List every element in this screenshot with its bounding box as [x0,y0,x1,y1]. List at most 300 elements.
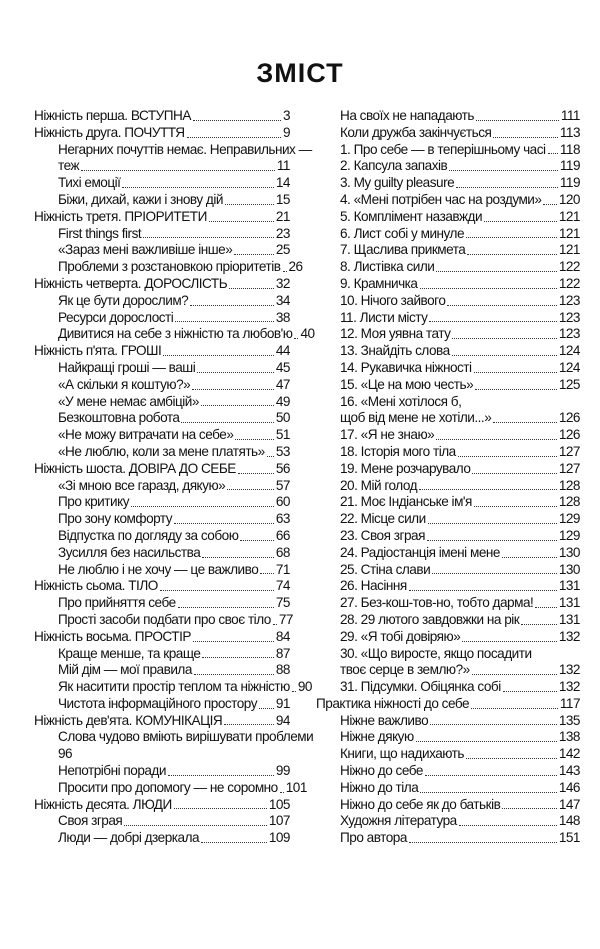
toc-entry-title: Про автора [340,830,407,846]
toc-entry-title: 20. Мій голод [340,477,418,493]
toc-entry[interactable] [316,158,580,175]
toc-entry-page: 60 [275,494,290,510]
dot-leader [168,775,274,776]
toc-entry-page: 128 [558,494,580,510]
toc-entry[interactable] [316,343,580,360]
toc-entry-page: 99 [275,763,290,779]
toc-entry-continuation [58,158,290,175]
toc-entry-page: 113 [559,124,580,140]
dot-leader [122,187,273,188]
toc-entry-page: 131 [558,611,580,627]
toc-entry-page: 127 [558,460,580,476]
toc-entry-title-cont: щоб від мене не хотіли...» [340,410,492,426]
dot-leader [420,792,557,793]
dot-leader [124,825,267,826]
toc-entry-title: Коли дружба закінчується [340,124,492,140]
toc-entry-title: Ніжність десята. ЛЮДИ [34,796,172,812]
toc-entry[interactable] [34,545,290,562]
toc-entry[interactable] [316,478,580,495]
dot-leader [466,237,557,238]
dot-leader [201,405,274,406]
toc-entry[interactable] [316,713,580,730]
toc-entry-page: 107 [268,813,290,829]
toc-entry-title: «Зараз мені важливіше інше» [58,242,233,258]
toc-entry[interactable] [316,276,580,293]
toc-entry[interactable] [316,679,580,696]
dot-leader [160,590,274,591]
dot-leader [416,741,557,742]
toc-entry-title: Як наситити простір теплом та ніжністю [58,679,290,695]
toc-entry-title: 27. Без-кош-тов-но, тобто дарма! [340,595,534,611]
toc-entry-page: 105 [268,796,290,812]
toc-entry-page: 129 [558,511,580,527]
toc-entry-title: Ніжність п'ята. ГРОШІ [34,343,162,359]
toc-entry-page: 143 [558,763,580,779]
dot-leader [229,288,274,289]
toc-entry-page: 138 [558,729,580,745]
toc-entry[interactable] [316,242,580,259]
toc-entry[interactable] [316,830,580,847]
toc-entry[interactable] [34,175,290,192]
toc-entry[interactable] [316,646,580,680]
toc-entry[interactable] [34,696,290,713]
toc-entry[interactable] [316,142,580,159]
toc-entry-title: 12. Моя уявна тату [340,326,451,342]
toc-entry-title: Практика ніжності до себе [316,695,470,711]
dot-leader [238,473,274,474]
toc-entry-title: «Не можу витрачати на себе» [58,427,234,443]
toc-entry-title: 15. «Це на мою честь» [340,376,474,392]
toc-chapter[interactable] [34,276,290,293]
toc-entry-page: 32 [275,275,290,291]
toc-chapter[interactable] [316,696,580,713]
toc-entry-page: 121 [558,242,580,258]
toc-entry[interactable] [316,461,580,478]
toc-entry[interactable] [316,326,580,343]
toc-entry-page: 101 [285,779,307,795]
dot-leader [420,288,557,289]
dot-leader [429,321,556,322]
toc-chapter[interactable] [34,461,290,478]
toc-entry-page: 34 [275,292,290,308]
toc-entry-title: 19. Мене розчарувало [340,460,471,476]
toc-entry-title: Відпустка по догляду за собою [58,527,239,543]
dot-leader [432,573,557,574]
toc-entry[interactable] [316,494,580,511]
toc-entry-title: Ніжне важливо [340,712,429,728]
toc-entry-page: 40 [300,326,315,342]
toc-entry[interactable] [316,394,580,428]
toc-entry-page: 131 [558,578,580,594]
toc-entry[interactable] [316,612,580,629]
dot-leader [260,573,274,574]
toc-entry-page: 125 [558,376,580,392]
dot-leader [535,607,557,608]
toc-entry-title: Проблеми з розстановкою пріоритетів [58,259,281,275]
toc-entry[interactable] [316,629,580,646]
toc-entry[interactable] [34,562,290,579]
toc-entry-page: 26 [288,259,303,275]
dot-leader [209,221,274,222]
dot-leader [459,825,557,826]
dot-leader [456,187,558,188]
toc-entry-page: 75 [275,595,290,611]
dot-leader [502,808,557,809]
toc-entry-title: 18. Історія мого тіла [340,443,456,459]
toc-entry-title: Зусилля без насильства [58,544,201,560]
dot-leader [197,372,274,373]
toc-entry-title: Ніжність шоста. ДОВІРА ДО СЕБЕ [34,460,236,476]
toc-entry-page: 91 [275,695,290,711]
dot-leader [194,674,274,675]
dot-leader [273,624,277,625]
toc-entry-page: 146 [558,779,580,795]
dot-leader [543,204,556,205]
toc-entry-page: 121 [558,225,580,241]
toc-entry-page: 119 [559,175,580,191]
toc-chapter[interactable] [34,125,290,142]
dot-leader [484,221,557,222]
toc-entry-title: На своїх не нападають [340,108,474,123]
dot-leader [193,641,274,642]
toc-entry[interactable] [34,310,290,327]
toc-entry[interactable] [316,427,580,444]
toc-entry[interactable] [34,528,290,545]
toc-entry-page: 88 [275,662,290,678]
toc-entry-title: Прості засоби подбати про своє тіло [58,611,271,627]
toc-entry-page: 56 [275,460,290,476]
dot-leader [467,254,556,255]
toc-entry[interactable] [316,780,580,797]
toc-entry-page: 77 [278,611,293,627]
toc-entry-title: Ніжність четверта. ДОРОСЛІСТЬ [34,275,228,291]
toc-entry-page: 132 [558,679,580,695]
toc-entry[interactable] [34,242,290,259]
toc-entry[interactable] [34,192,290,209]
toc-entry[interactable] [34,394,290,411]
toc-entry-page: 50 [275,410,290,426]
toc-entry[interactable] [34,226,290,243]
toc-entry-page: 9 [282,124,290,140]
dot-leader [428,523,557,524]
toc-entry-title: Ніжно до себе [340,763,423,779]
toc-entry-page: 132 [558,662,580,678]
toc-entry-title: «У мене немає амбіцій» [58,393,199,409]
toc-chapter[interactable] [34,209,290,226]
toc-entry[interactable] [316,293,580,310]
toc-entry-page: 131 [558,595,580,611]
toc-chapter[interactable] [34,343,290,360]
toc-entry-title: Біжи, дихай, кажи і знову дій [58,191,223,207]
toc-entry-page: 53 [275,443,290,459]
toc-entry-title: «А скільки я коштую?» [58,376,191,392]
dot-leader [240,540,273,541]
toc-entry-title: Негарних почуттів немає. Неправильних — [58,141,312,157]
dot-leader [449,170,558,171]
toc-entry[interactable] [316,511,580,528]
toc-entry[interactable] [34,141,312,176]
dot-leader [192,389,274,390]
toc-entry-title: Краще менше, та краще [58,645,201,661]
toc-entry[interactable] [34,511,290,528]
toc-entry[interactable] [316,746,580,763]
dot-leader [292,691,296,692]
toc-entry[interactable] [316,595,580,612]
toc-entry-title: 5. Комплімент назавжди [340,208,483,224]
dot-leader [474,506,557,507]
dot-leader [267,456,274,457]
dot-leader [201,842,267,843]
dot-leader [143,237,274,238]
toc-entry[interactable] [34,410,290,427]
dot-leader [163,355,274,356]
toc-entry[interactable] [34,259,303,276]
toc-entry-page: 66 [275,527,290,543]
toc-entry-title: Тихі емоції [58,175,121,191]
dot-leader [521,624,557,625]
toc-entry-title: 14. Рукавичка ніжності [340,359,472,375]
toc-entry-title: Люди — добрі дзеркала [58,830,200,846]
toc-entry-page: 45 [275,359,290,375]
toc-entry[interactable] [316,175,580,192]
dot-leader [476,120,559,121]
toc-entry-page: 51 [275,427,290,443]
toc-entry[interactable] [316,729,580,746]
toc-entry[interactable] [316,545,580,562]
toc-entry[interactable] [316,562,580,579]
dot-leader [234,254,274,255]
toc-entry-title: Ніжність сьома. ТІЛО [34,578,158,594]
toc-entry-page: 38 [275,309,290,325]
toc-entry-page: 135 [558,712,580,728]
toc-entry[interactable] [34,729,314,763]
dot-leader [447,305,556,306]
toc-entry-title: «Зі мною все гаразд, дякую» [58,477,226,493]
toc-entry-title: Чистота інформаційного простору [58,695,258,711]
dot-leader [503,691,557,692]
dot-leader [187,137,281,138]
toc-entry-page: 121 [558,208,580,224]
toc-entry-page: 47 [275,376,290,392]
toc-entry[interactable] [34,662,290,679]
toc-entry-continuation [340,662,580,679]
toc-entry[interactable] [34,293,290,310]
page-title: ЗМІСТ [256,58,344,88]
dot-leader [174,523,274,524]
dot-leader [472,473,556,474]
toc-entry-title: First things first [58,225,142,241]
toc-entry[interactable] [316,259,580,276]
dot-leader [548,153,558,154]
toc-entry[interactable] [316,108,580,125]
toc-entry[interactable] [316,528,580,545]
toc-entry-title: Ніжність друга. ПОЧУТТЯ [34,124,185,140]
toc-entry-title: Ніжність перша. ВСТУПНА [34,108,191,123]
toc-entry-page: 142 [558,746,580,762]
toc-entry-title: 25. Стіна слави [340,561,431,577]
toc-entry-page: 123 [558,326,580,342]
toc-entry[interactable] [316,192,580,209]
toc-entry-title: 23. Своя зграя [340,527,425,543]
toc-entry-title: 13. Знайдіть слова [340,343,450,359]
toc-entry[interactable] [34,444,290,461]
toc-entry-title: Ніжно до себе як до батьків [340,796,501,812]
toc-entry[interactable] [316,763,580,780]
toc-chapter[interactable] [34,797,290,814]
dot-leader [225,204,274,205]
toc-entry-page: 122 [558,275,580,291]
toc-entry[interactable] [34,595,290,612]
toc-entry-page: 118 [559,141,580,157]
dot-leader [474,372,557,373]
toc-entry-page: 3 [282,108,290,123]
toc-entry-title: 21. Моє Індіанське ім'я [340,494,472,510]
toc-entry-title: Ресурси дорослості [58,309,174,325]
toc-entry[interactable] [316,360,580,377]
toc-entry-title: Слова чудово вміють вирішувати проблеми [58,729,314,745]
toc-entry-page: 117 [559,695,580,711]
toc-entry-page: 130 [558,561,580,577]
toc-entry-page: 126 [558,427,580,443]
toc-entry[interactable] [34,326,315,343]
toc-entry[interactable] [316,377,580,394]
toc-entry-title: Своя зграя [58,813,123,829]
toc-entry-page: 57 [275,477,290,493]
dot-leader [202,657,273,658]
toc-entry-page: 25 [275,242,290,258]
toc-entry-page: 120 [558,191,580,207]
toc-entry-title: Ніжність восьма. ПРОСТІР [34,628,191,644]
dot-leader [425,775,557,776]
toc-entry-title: Про критику [58,494,129,510]
toc-entry-page: 23 [275,225,290,241]
toc-entry-page: 15 [275,191,290,207]
toc-entry[interactable] [34,494,290,511]
dot-leader [419,489,557,490]
toc-entry[interactable] [316,209,580,226]
toc-entry-title: 11. Листи місту [340,309,428,325]
toc-entry[interactable] [34,830,290,847]
toc-entry-title: 1. Про себе — в теперішньому часі [340,141,546,157]
toc-entry-title: 24. Радіостанція імені мене [340,544,500,560]
dot-leader [436,439,557,440]
toc-entry-page: 124 [558,343,580,359]
toc-chapter[interactable] [34,713,290,730]
toc-entry-page: 124 [558,359,580,375]
dot-leader [224,724,274,725]
toc-entry[interactable] [316,310,580,327]
dot-leader [227,489,274,490]
toc-entry-title: Дивитися на себе з ніжністю та любов'ю [58,326,293,342]
toc-entry-title: 31. Підсумки. Обіцянка собі [340,679,501,695]
dot-leader [471,708,558,709]
toc-entry-title: Непотрібні поради [58,763,166,779]
dot-leader [181,422,273,423]
toc-entry-page: 90 [297,679,312,695]
toc-entry-page: 74 [275,578,290,594]
dot-leader [280,792,284,793]
toc-entry[interactable] [34,360,290,377]
toc-column-right [316,108,580,847]
toc-entry-title: 30. «Що виросте, якщо посадити [340,645,532,661]
toc-entry[interactable] [34,763,290,780]
dot-leader [235,439,273,440]
dot-leader [436,271,556,272]
toc-entry-page: 14 [275,175,290,191]
toc-chapter[interactable] [34,108,290,125]
toc-entry[interactable] [34,679,312,696]
toc-column-left [34,108,315,847]
toc-entry-title: 7. Щаслива прикмета [340,242,466,258]
toc-entry-title: Про прийняття себе [58,595,176,611]
toc-entry[interactable] [34,377,290,394]
toc-entry-title: Ніжність дев'ята. КОМУНІКАЦІЯ [34,712,223,728]
dot-leader [427,540,557,541]
toc-entry-page: 147 [558,796,580,812]
toc-entry[interactable] [34,779,307,797]
toc-entry-title: 6. Лист собі у минуле [340,225,465,241]
toc-entry-page: 94 [275,712,290,728]
toc-entry[interactable] [34,478,290,495]
dot-leader [409,842,557,843]
toc-entry-page: 123 [558,309,580,325]
dot-leader [458,456,557,457]
toc-entry[interactable] [34,427,290,444]
toc-entry-title: 29. «Я тобі довіряю» [340,628,461,644]
dot-leader [430,724,557,725]
toc-entry[interactable] [316,226,580,243]
dot-leader [466,758,557,759]
toc-entry-title: 10. Нічого зайвого [340,292,446,308]
toc-entry-page: 111 [560,108,580,123]
toc-chapter[interactable] [34,629,290,646]
toc-entry[interactable] [34,611,293,629]
toc-entry[interactable] [316,444,580,461]
toc-entry[interactable] [34,646,290,663]
toc-entry-page: 63 [275,511,290,527]
toc-entry-page: 130 [558,544,580,560]
toc-entry-page: 109 [268,830,290,846]
toc-entry-continuation [340,410,580,427]
toc-entry-title-cont: 96 [58,746,73,762]
toc-entry-page: 129 [558,527,580,543]
dot-leader [475,389,557,390]
toc-entry[interactable] [34,813,290,830]
toc-entry[interactable] [316,578,580,595]
toc-entry-page: 128 [558,477,580,493]
toc-entry-title: 9. Крамничка [340,275,418,291]
toc-entry[interactable] [316,813,580,830]
dot-leader [462,641,557,642]
toc-entry-title: 3. My guilty pleasure [340,175,455,191]
dot-leader [202,557,274,558]
toc-entry-title: Ніжність третя. ПРІОРИТЕТИ [34,208,207,224]
toc-entry-title: 4. «Мені потрібен час на роздуми» [340,191,542,207]
toc-entry-page: 132 [558,628,580,644]
dot-leader [175,321,274,322]
dot-leader [81,170,275,171]
toc-entry-title: «Не люблю, коли за мене платять» [58,443,265,459]
toc-entry[interactable] [316,125,580,142]
dot-leader [502,557,557,558]
toc-entry-page: 127 [558,443,580,459]
toc-entry-title: 26. Насіння [340,578,407,594]
toc-entry-title: 16. «Мені хотілося б, [340,393,462,409]
toc-entry[interactable] [316,797,580,814]
toc-chapter[interactable] [34,578,290,595]
toc-entry-title: Ніжно до тіла [340,779,419,795]
toc-entry-page: 21 [275,208,290,224]
